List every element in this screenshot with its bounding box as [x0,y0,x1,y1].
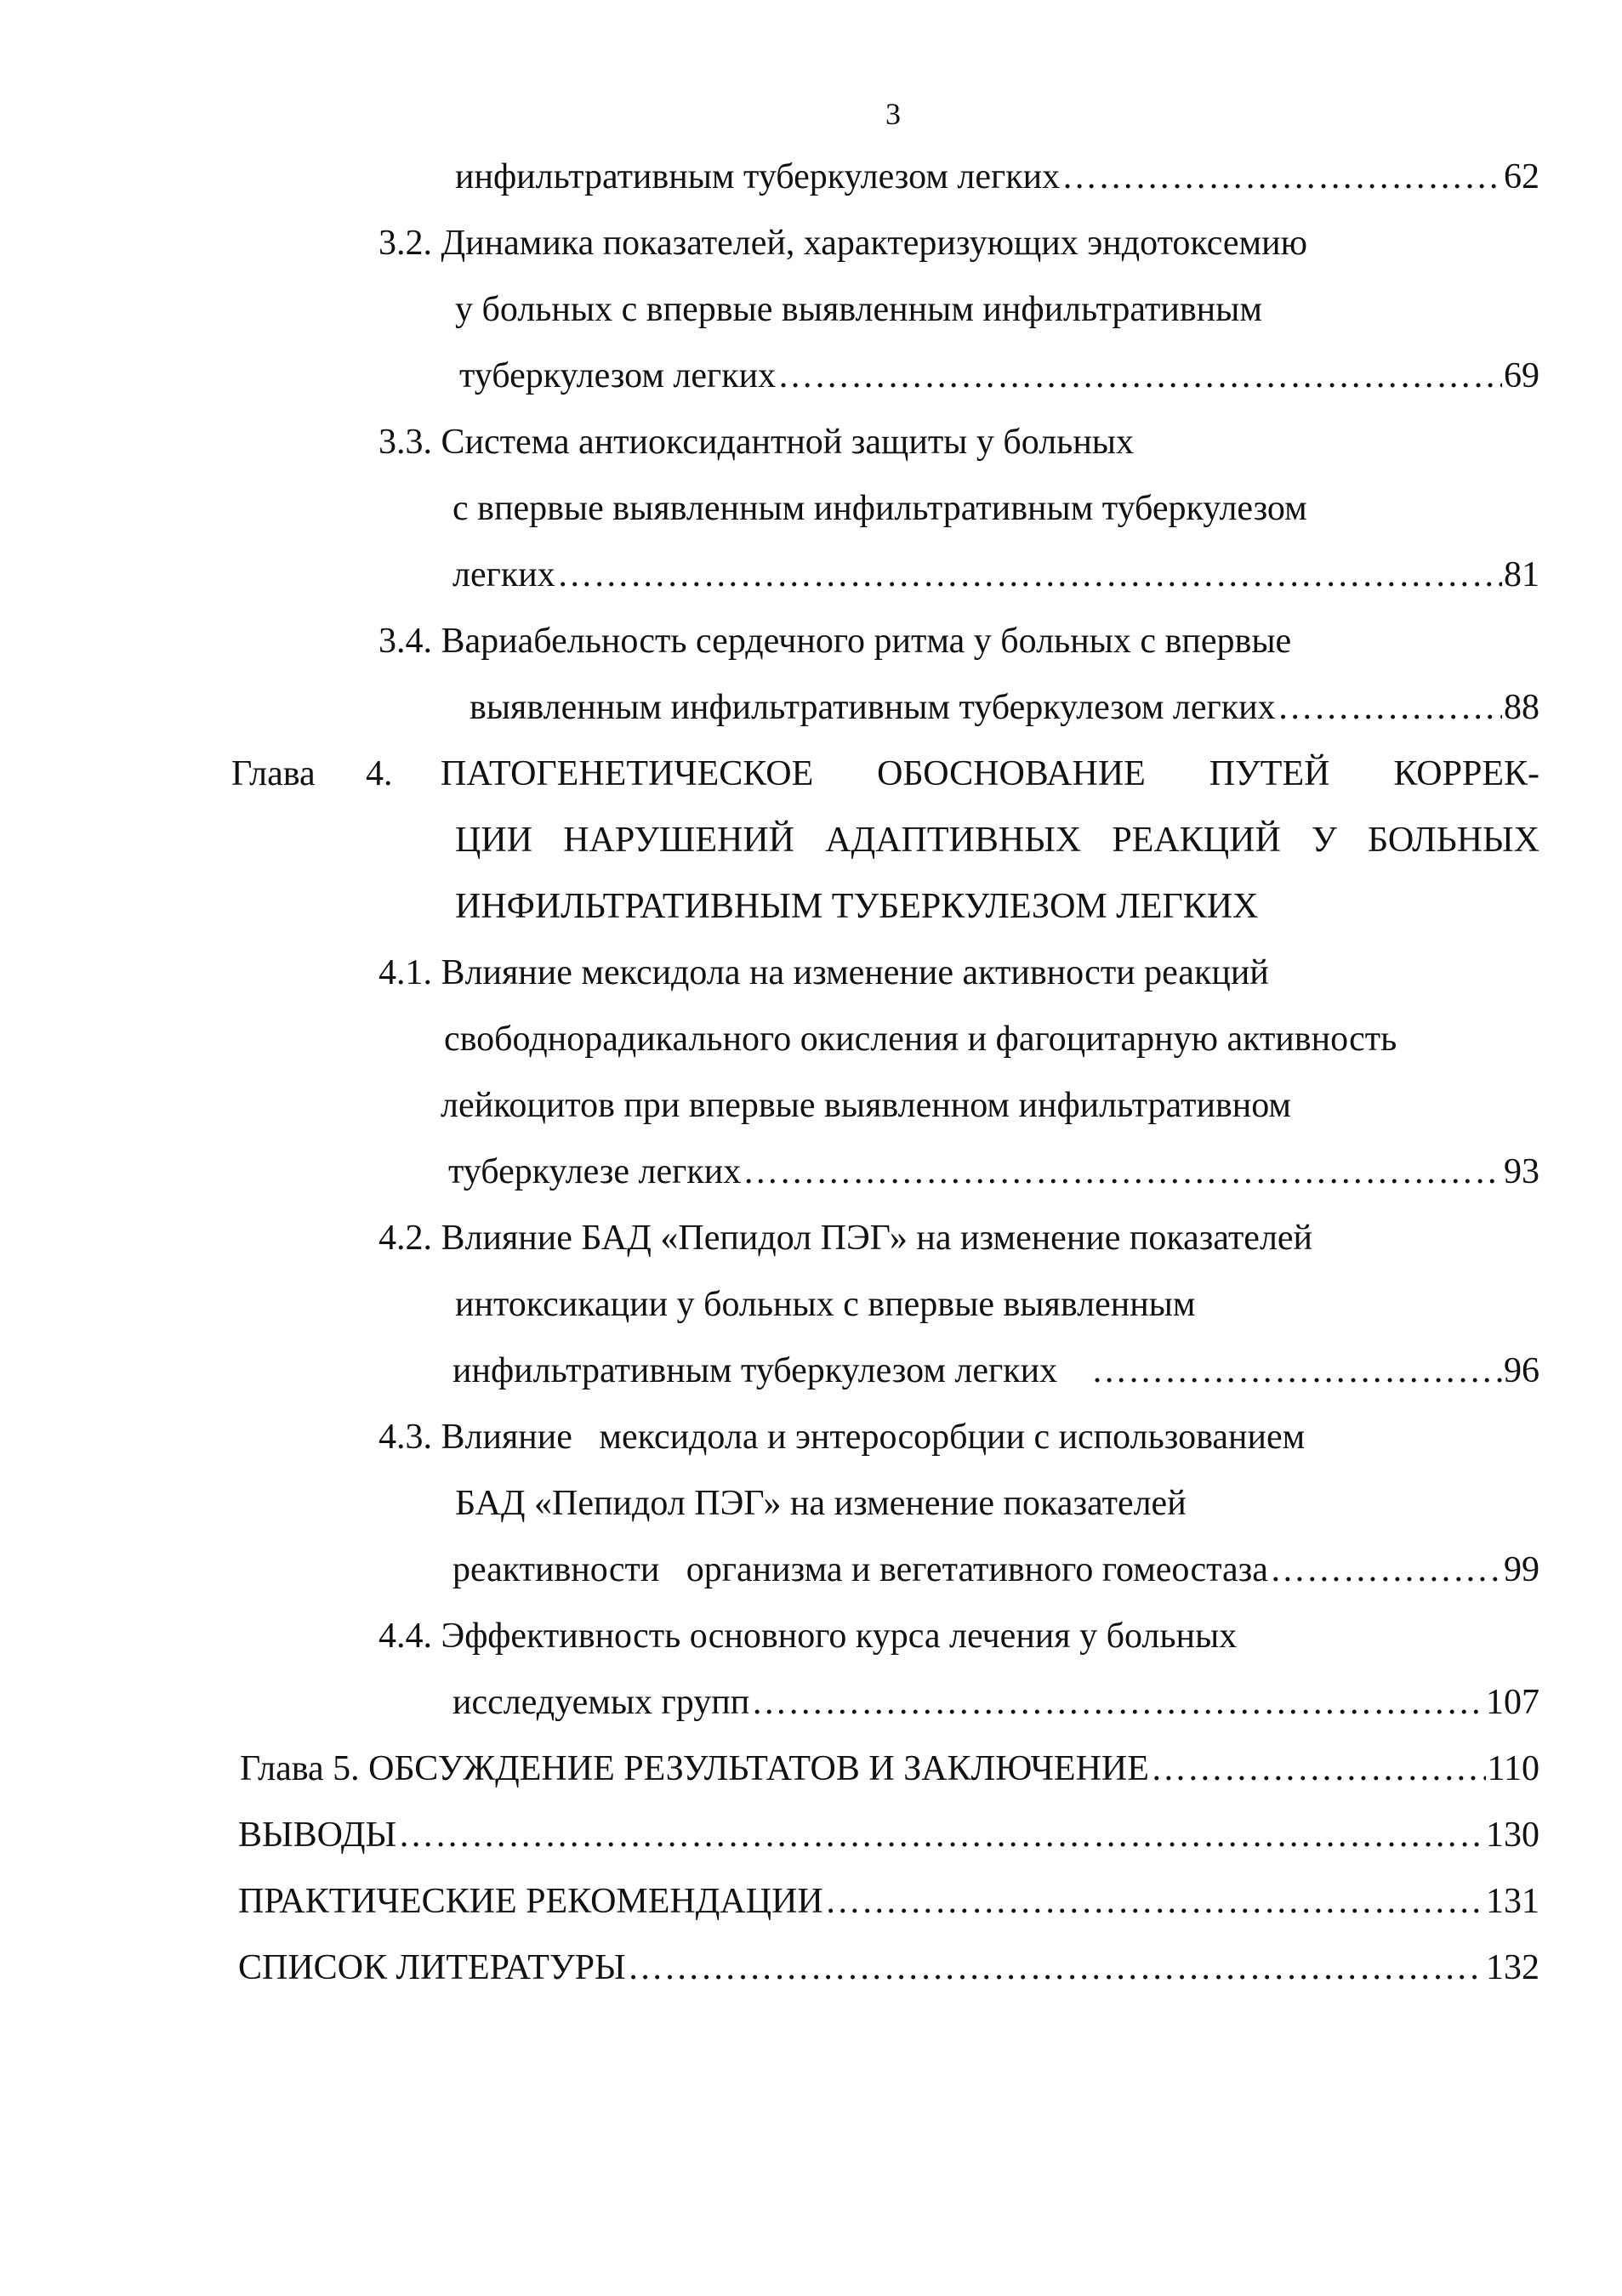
toc-entry-title: легких [452,555,555,594]
dot-leader [751,1677,1484,1728]
toc-page-number: 96 [1504,1351,1539,1390]
toc-page-number: 131 [1486,1882,1539,1921]
toc-entry-3-2-line-3[interactable] [459,350,1539,401]
toc-entry-3-4-line-1[interactable]: 3.4. Вариабельность сердечного ритма у больных с впервые [378,622,1292,661]
toc-page-number: 130 [1486,1816,1539,1855]
toc-entry-4-4-line-1[interactable]: 4.4. Эффективность основного курса лечения у больных [378,1617,1238,1656]
toc-entry-4-1-line-3: лейкоцитов при впервые выявленном инфильтративном [441,1086,1292,1125]
toc-references[interactable] [238,1942,1539,1993]
toc-entry-4-3-line-2: БАД «Пепидол ПЭГ» на изменение показателей [455,1484,1187,1523]
toc-entry-title: туберкулезом легких [459,356,777,395]
toc-entry-3-4-line-2[interactable] [470,682,1539,733]
toc-entry-3-3-line-2: с впервые выявленным инфильтративным туберкулезом [452,489,1307,528]
chapter-4-title-line-3: ИНФИЛЬТРАТИВНЫМ ТУБЕРКУЛЕЗОМ ЛЕГКИХ [455,887,1259,926]
toc-entry-3-3-line-3[interactable] [452,549,1539,600]
dot-leader [1278,682,1502,733]
toc-entry-4-2-line-1[interactable]: 4.2. Влияние БАД «Пепидол ПЭГ» на изменение показателей [378,1219,1313,1258]
dot-leader [1151,1743,1486,1794]
toc-chapter-5[interactable] [240,1743,1539,1794]
toc-entry-title: исследуемых групп [452,1683,750,1722]
toc-entry-3-2-line-1[interactable]: 3.2. Динамика показателей, характеризующих эндотоксемию [378,224,1307,263]
toc-page-number: 99 [1504,1550,1539,1589]
chapter-4-word: КОРРЕК- [1393,754,1539,793]
toc-entry-4-2-line-3[interactable] [452,1345,1539,1396]
toc-entry-title: СПИСОК ЛИТЕРАТУРЫ [238,1948,626,1987]
toc-entry-title: ВЫВОДЫ [238,1816,397,1855]
toc-page-number: 110 [1487,1749,1539,1788]
dot-leader [1270,1544,1502,1595]
toc-page-number: 132 [1486,1948,1539,1987]
dot-leader [1091,1345,1502,1396]
toc-entry-title: выявленным инфильтративным туберкулезом легких [470,688,1276,727]
toc-entry-4-4-line-2[interactable] [452,1677,1539,1728]
dot-leader [777,350,1502,401]
toc-conclusions[interactable] [238,1810,1539,1861]
toc-entry-4-3-line-1[interactable]: 4.3. Влияние мексидола и энтеросорбции с использованием [378,1418,1306,1457]
toc-page-number: 93 [1504,1152,1539,1191]
chapter-4-word: ПАТОГЕНЕТИЧЕСКОЕ [441,754,814,793]
toc-recommendations[interactable] [238,1876,1539,1927]
toc-page-number: 62 [1504,157,1539,196]
dot-leader [1061,151,1502,202]
toc-entry-4-3-line-3[interactable] [452,1544,1539,1595]
toc-entry-title: инфильтративным туберкулезом легких [452,1351,1058,1390]
chapter-4-title-line-2: ЦИИ НАРУШЕНИЙ АДАПТИВНЫХ РЕАКЦИЙ У БОЛЬНЫХ [455,821,1539,860]
toc-entry-4-2-line-2: интоксикации у больных с впервые выявленным [455,1285,1196,1324]
chapter-4-label[interactable]: Глава [231,754,316,793]
dot-leader [825,1876,1484,1927]
chapter-4-title-line-1[interactable] [441,748,1539,799]
toc-page-number: 69 [1504,356,1539,395]
toc-entry-title: ПРАКТИЧЕСКИЕ РЕКОМЕНДАЦИИ [238,1882,823,1921]
dot-leader [628,1942,1484,1993]
toc-entry-4-1-line-4[interactable] [448,1146,1539,1197]
toc-page-number: 81 [1504,555,1539,594]
toc-entry-3-1[interactable] [455,151,1539,202]
dot-leader [557,549,1502,600]
chapter-4-number: 4. [366,754,393,793]
chapter-4-word: ПУТЕЙ [1209,754,1330,793]
toc-entry-title: инфильтративным туберкулезом легких [455,157,1061,196]
dot-leader [398,1810,1484,1861]
page-number: 3 [885,97,901,131]
toc-entry-4-1-line-2: свободнорадикального окисления и фагоцитарную активность [444,1020,1397,1059]
toc-entry-title: реактивности организма и вегетативного гомеостаза [452,1550,1268,1589]
dot-leader [743,1146,1502,1197]
toc-page-number: 107 [1486,1683,1539,1722]
toc-entry-title: туберкулезе легких [448,1152,742,1191]
chapter-4-word: ОБОСНОВАНИЕ [877,754,1146,793]
toc-page-number: 88 [1504,688,1539,727]
toc-entry-4-1-line-1[interactable]: 4.1. Влияние мексидола на изменение активности реакций [378,953,1269,992]
toc-entry-title: Глава 5. ОБСУЖДЕНИЕ РЕЗУЛЬТАТОВ И ЗАКЛЮЧЕНИЕ [240,1749,1149,1788]
toc-entry-3-2-line-2: у больных с впервые выявленным инфильтративным [455,290,1262,329]
toc-entry-3-3-line-1[interactable]: 3.3. Система антиоксидантной защиты у больных [378,423,1135,462]
